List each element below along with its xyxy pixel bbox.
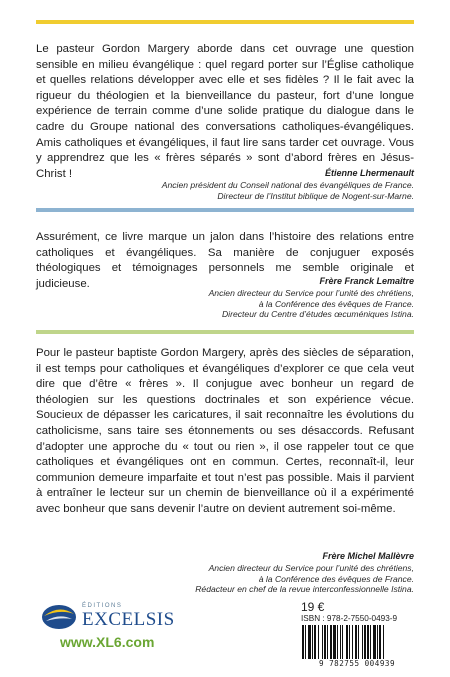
review-role-1b: Directeur de l’Institut biblique de Nogent-sur-Marne. — [217, 190, 414, 201]
price: 19 € — [301, 600, 325, 614]
review-signature-2 — [209, 276, 414, 320]
review-signature-3 — [195, 551, 414, 595]
publisher-name: EXCELSIS — [82, 609, 175, 630]
barcode-number: 9 782755 004939 — [318, 659, 396, 668]
review-signature-1 — [162, 168, 414, 201]
review-role-2c: Directeur du Centre d’études œcuméniques Istina. — [221, 309, 414, 320]
review-text-1: Le pasteur Gordon Margery aborde dans cet ouvrage une question sensible en milieu évangélique : quel regard porter sur l’Église catholique et quelles relations développer avec elle et ses fidèles ? Il le fait avec la rigueur du théologien et la bienveillance du pasteur, fort d’une longue expérience de terrain comme d’une solide pratique du dialogue dans le cadre du Groupe national des conversations catholiques-évangéliques. Amis catholiques et évangéliques, il faut lire sans tarder cet ouvrage. Vous y apprendrez que les « frères séparés » sont d’abord frères en Jésus-Christ ! — [36, 43, 414, 180]
review-author-2: Frère Franck Lemaître — [319, 276, 414, 286]
review-role-3a: Ancien directeur du Service pour l’unité des chrétiens, — [208, 562, 414, 573]
review-role-2a: Ancien directeur du Service pour l’unité des chrétiens, — [208, 287, 414, 298]
excelsis-logo-icon — [40, 601, 78, 631]
isbn: ISBN : 978-2-7550-0493-9 — [301, 614, 398, 623]
divider-middle — [36, 208, 414, 212]
divider-bottom — [36, 330, 414, 334]
review-author-3: Frère Michel Mallèvre — [322, 551, 414, 561]
publisher-label: ÉDITIONS — [82, 603, 123, 609]
review-author-1: Étienne Lhermenault — [324, 168, 414, 178]
review-text-3: Pour le pasteur baptiste Gordon Margery, après des siècles de séparation, il est temps pour catholiques et évangéliques d’explorer ce que cela veut dire que d’être « frères ». Il conjugue avec bonheur un regard de théologien sur les questions doctrinales et son expérience vécue. Soucieux de dépasser les caricatures, il sait reconnaître les évolutions du catholicisme, sans taire ses étonnements ou ses désaccords. Refusant d’adopter une approche du « tout ou rien », il ose rappeler tout ce que catholiques et évangéliques ont en commun. Certes, reconnaît-il, leur communion demeure imparfaite et tout n’est pas possible. Mais il parvient à entraîner le lecteur sur un chemin de bienveillance où il a expérimenté avec bonheur que sans devenir l’autre on devient autrement soi-même. — [36, 347, 414, 515]
review-role-3b: à la Conférence des évêques de France. — [258, 573, 414, 584]
review-role-2b: à la Conférence des évêques de France. — [258, 298, 414, 309]
review-text-2: Assurément, ce livre marque un jalon dans l’histoire des relations entre catholiques et évangéliques. Sa manière de conjuguer exposés théologiques et témoignages personnels me semble originale et judicieuse. — [36, 231, 414, 290]
review-role-1a: Ancien président du Conseil national des évangéliques de France. — [161, 179, 414, 190]
publisher-logo — [40, 601, 190, 633]
barcode — [301, 625, 413, 659]
divider-top — [36, 20, 414, 24]
review-role-3c: Rédacteur en chef de la revue interconfessionnelle Istina. — [195, 584, 414, 595]
publisher-website[interactable]: www.XL6.com — [60, 634, 155, 650]
